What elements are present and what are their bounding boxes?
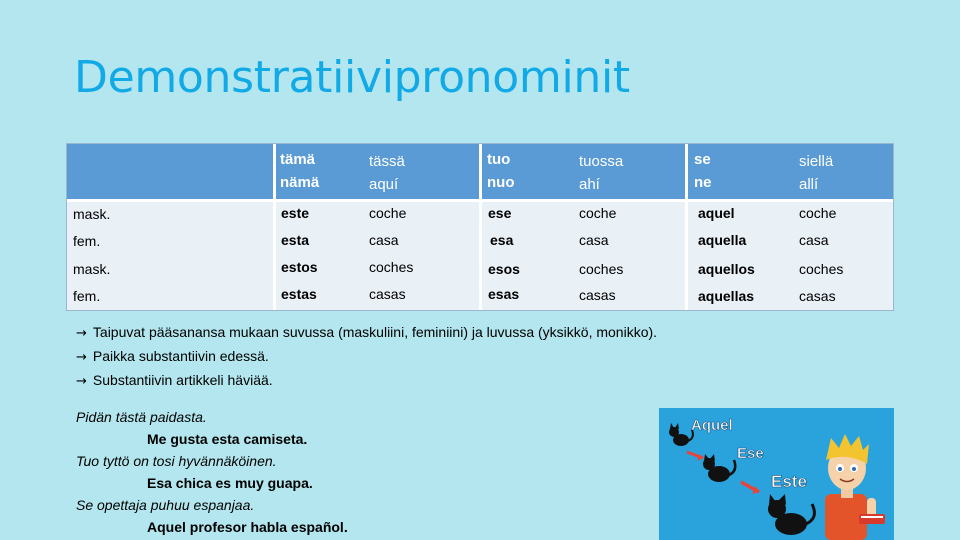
table-cell: coches bbox=[369, 259, 414, 275]
row-label: fem. bbox=[73, 233, 101, 249]
header-pron-tuo: tuo nuo bbox=[487, 151, 515, 191]
table-cell: casa bbox=[579, 232, 609, 248]
arrow-right-icon: → bbox=[76, 374, 87, 389]
table-cell: coche bbox=[579, 205, 617, 221]
header-adv-tuossa: tuossa ahí bbox=[579, 153, 624, 193]
slide-title: Demonstratiivipronominit bbox=[74, 52, 630, 103]
table-cell: esa bbox=[490, 232, 514, 248]
illustration-aquel-ese-este bbox=[659, 408, 894, 540]
table-cell: aquel bbox=[698, 205, 735, 221]
word-aquel: Aquel bbox=[691, 417, 733, 434]
table-cell: coches bbox=[579, 261, 624, 277]
header-adv-tassa: tässä aquí bbox=[369, 153, 405, 193]
table-cell: esas bbox=[488, 286, 520, 302]
row-label: fem. bbox=[73, 288, 101, 304]
table-cell: casas bbox=[579, 287, 616, 303]
table-cell: aquellas bbox=[698, 288, 755, 304]
note-text: Paikka substantiivin edessä. bbox=[92, 348, 269, 364]
table-cell: coche bbox=[799, 205, 837, 221]
row-label: mask. bbox=[73, 206, 111, 222]
row-label: mask. bbox=[73, 261, 111, 277]
column-divider bbox=[479, 144, 482, 310]
table-cell: ese bbox=[488, 205, 512, 221]
header-pron-tama: tämä nämä bbox=[280, 151, 320, 191]
table-cell: coches bbox=[799, 261, 844, 277]
word-ese: Ese bbox=[737, 445, 764, 462]
table-cell: esos bbox=[488, 261, 520, 277]
column-divider bbox=[273, 144, 276, 310]
table-cell: aquella bbox=[698, 232, 747, 248]
table-cell: aquellos bbox=[698, 261, 755, 277]
logo-icon bbox=[859, 514, 885, 524]
word-este: Este bbox=[771, 472, 807, 491]
illustration-svg bbox=[659, 408, 894, 540]
note-text: Substantiivin artikkeli häviää. bbox=[92, 372, 273, 388]
spanish-translation: Aquel profesor habla español. bbox=[147, 519, 348, 535]
finnish-example: Pidän tästä paidasta. bbox=[76, 409, 207, 425]
arrow-right-icon: → bbox=[76, 350, 87, 365]
table-cell: estas bbox=[281, 286, 317, 302]
table-cell: estos bbox=[281, 259, 318, 275]
column-divider bbox=[685, 144, 688, 310]
table-cell: casa bbox=[799, 232, 829, 248]
table-cell: casa bbox=[369, 232, 399, 248]
table-cell: este bbox=[281, 205, 310, 221]
note-item bbox=[76, 369, 657, 393]
table-cell: coche bbox=[369, 205, 407, 221]
rule-notes bbox=[76, 321, 657, 393]
header-adv-siella: siellä allí bbox=[799, 153, 834, 193]
header-pron-se: se ne bbox=[694, 151, 712, 191]
spanish-translation: Esa chica es muy guapa. bbox=[147, 475, 313, 491]
arrow-right-icon: → bbox=[76, 326, 87, 341]
table-cell: esta bbox=[281, 232, 310, 248]
table-cell: casas bbox=[369, 286, 406, 302]
spanish-translation: Me gusta esta camiseta. bbox=[147, 431, 308, 447]
note-text: Taipuvat pääsanansa mukaan suvussa (maskuliini, feminiini) ja luvussa (yksikkö, monikko). bbox=[92, 324, 658, 340]
demonstrative-table bbox=[66, 143, 894, 311]
table-cell: casas bbox=[799, 288, 836, 304]
finnish-example: Tuo tyttö on tosi hyvännäköinen. bbox=[76, 453, 277, 469]
example-sentences bbox=[76, 406, 348, 538]
note-item bbox=[76, 345, 657, 369]
finnish-example: Se opettaja puhuu espanjaa. bbox=[76, 497, 255, 513]
note-item bbox=[76, 321, 657, 345]
